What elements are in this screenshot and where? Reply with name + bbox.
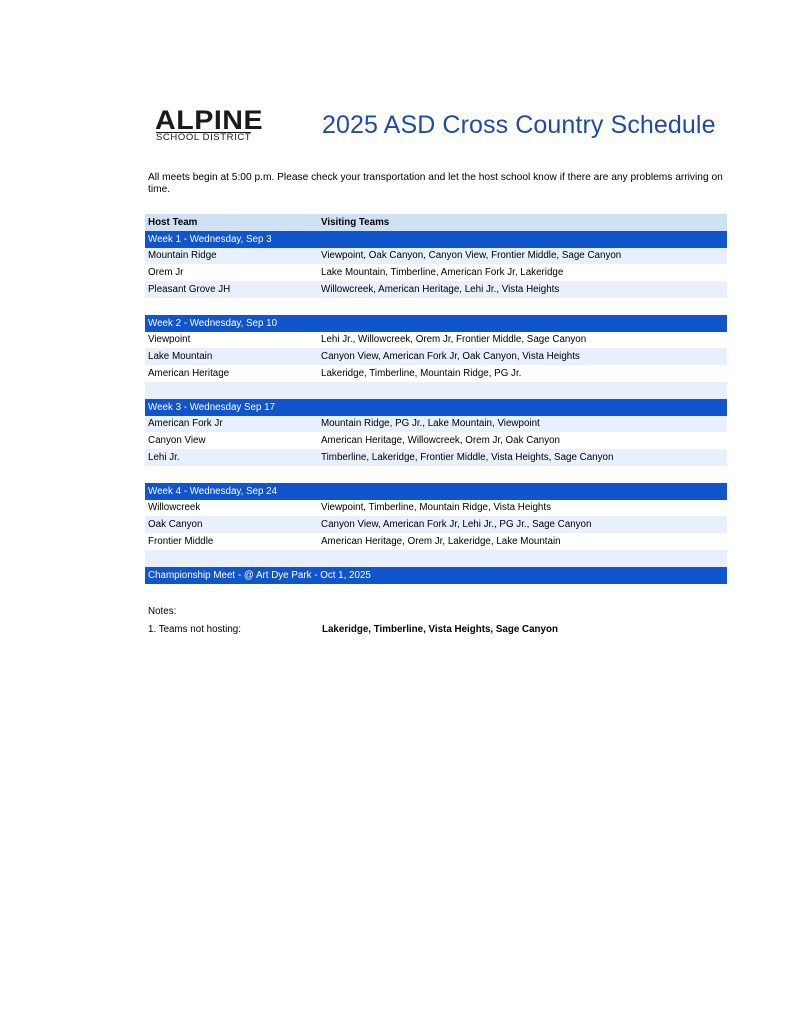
visiting-teams: Viewpoint, Oak Canyon, Canyon View, Frontier Middle, Sage Canyon [321,250,622,262]
page-header [155,105,716,148]
host-team: Oak Canyon [148,519,203,531]
table-row [145,500,727,517]
header-host-team: Host Team [148,216,198,228]
table-row [145,533,727,550]
schedule-table [145,214,727,584]
header-visiting-teams: Visiting Teams [321,216,390,228]
visiting-teams: Canyon View, American Fork Jr, Lehi Jr., PG Jr., Sage Canyon [321,519,592,531]
week-label: Week 1 - Wednesday, Sep 3 [148,233,272,245]
spacer-row [145,382,727,399]
week-header [145,315,727,332]
table-row [145,264,727,281]
table-row [145,281,727,298]
championship-label: Championship Meet - @ Art Dye Park - Oct 1, 2025 [148,569,371,581]
table-row [145,365,727,382]
week-header [145,231,727,248]
host-team: Lake Mountain [148,351,213,363]
visiting-teams: Timberline, Lakeridge, Frontier Middle, Vista Heights, Sage Canyon [321,452,614,464]
notes-title: Notes: [148,606,177,617]
visiting-teams: Willowcreek, American Heritage, Lehi Jr., Vista Heights [321,284,560,296]
host-team: Willowcreek [148,502,201,514]
logo-subtitle: SCHOOL DISTRICT [156,132,252,143]
week-header [145,399,727,416]
host-team: Frontier Middle [148,536,214,548]
table-row [145,432,727,449]
note-item [148,621,728,638]
visiting-teams: Viewpoint, Timberline, Mountain Ridge, Vista Heights [321,502,551,514]
week-label: Week 3 - Wednesday Sep 17 [148,401,276,413]
logo-wordmark: ALPINE [155,105,264,135]
spacer-row [145,298,727,315]
page-title: 2025 ASD Cross Country Schedule [322,111,716,139]
note-value: Lakeridge, Timberline, Vista Heights, Sage Canyon [322,623,558,635]
table-row [145,516,727,533]
table-row [145,416,727,433]
alpine-logo [155,105,271,144]
table-row [145,449,727,466]
week-header [145,483,727,500]
host-team: Mountain Ridge [148,250,217,262]
week-label: Week 2 - Wednesday, Sep 10 [148,317,278,329]
notes-section [148,604,728,638]
host-team: Viewpoint [148,334,191,346]
spacer-row [145,466,727,483]
host-team: American Fork Jr [148,418,223,430]
host-team: Orem Jr [148,267,184,279]
week-label: Week 4 - Wednesday, Sep 24 [148,485,278,497]
table-row [145,348,727,365]
host-team: Canyon View [148,435,206,447]
championship-row [145,567,727,584]
visiting-teams: Mountain Ridge, PG Jr., Lake Mountain, Viewpoint [321,418,540,430]
host-team: American Heritage [148,368,230,380]
visiting-teams: Lehi Jr., Willowcreek, Orem Jr, Frontier Middle, Sage Canyon [321,334,587,346]
spacer-row [145,550,727,567]
visiting-teams: American Heritage, Willowcreek, Orem Jr, Oak Canyon [321,435,561,447]
table-row [145,332,727,349]
visiting-teams: Canyon View, American Fork Jr, Oak Canyon, Vista Heights [321,351,580,363]
visiting-teams: Lakeridge, Timberline, Mountain Ridge, PG Jr. [321,368,522,380]
intro-text: All meets begin at 5:00 p.m. Please check your transportation and let the host school know if there are any problems arriving on time. [148,172,723,195]
visiting-teams: Lake Mountain, Timberline, American Fork Jr, Lakeridge [321,267,564,279]
table-row [145,248,727,265]
note-label: 1. Teams not hosting: [148,623,241,635]
host-team: Lehi Jr. [148,452,180,464]
host-team: Pleasant Grove JH [148,284,231,296]
table-header-row [145,214,727,231]
visiting-teams: American Heritage, Orem Jr, Lakeridge, Lake Mountain [321,536,561,548]
